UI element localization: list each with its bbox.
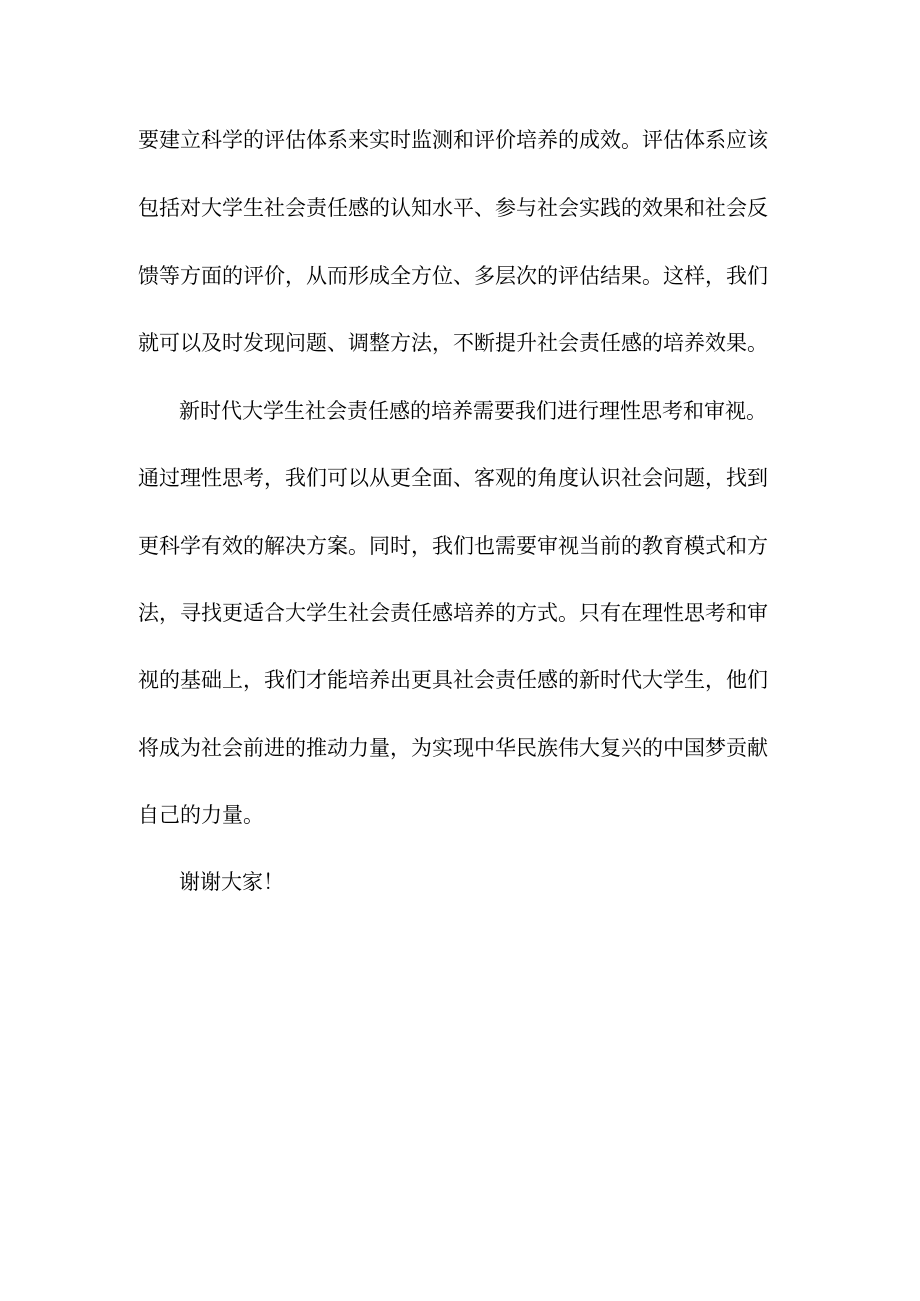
paragraph-1-line-2: 包括对大学生社会责任感的认知水平、参与社会实践的效果和社会反 [138,196,768,220]
paragraph-2-line-2: 通过理性思考，我们可以从更全面、客观的角度认识社会问题，找到 [138,466,768,490]
paragraph-2-line-4: 法，寻找更适合大学生社会责任感培养的方式。只有在理性思考和审 [138,601,768,625]
paragraph-1-line-4: 就可以及时发现问题、调整方法，不断提升社会责任感的培养效果。 [138,331,768,355]
paragraph-2-line-3: 更科学有效的解决方案。同时，我们也需要审视当前的教育模式和方 [138,534,768,558]
paragraph-2-line-1: 新时代大学生社会责任感的培养需要我们进行理性思考和审视。 [179,399,767,423]
paragraph-2-line-5: 视的基础上，我们才能培养出更具社会责任感的新时代大学生，他们 [138,668,768,692]
paragraph-2-line-6: 将成为社会前进的推动力量，为实现中华民族伟大复兴的中国梦贡献 [138,736,768,760]
paragraph-1-line-3: 馈等方面的评价，从而形成全方位、多层次的评估结果。这样，我们 [138,264,768,288]
paragraph-2-line-7: 自己的力量。 [138,803,264,827]
paragraph-1-line-1: 要建立科学的评估体系来实时监测和评价培养的成效。评估体系应该 [138,128,768,152]
closing-line: 谢谢大家！ [179,870,284,894]
